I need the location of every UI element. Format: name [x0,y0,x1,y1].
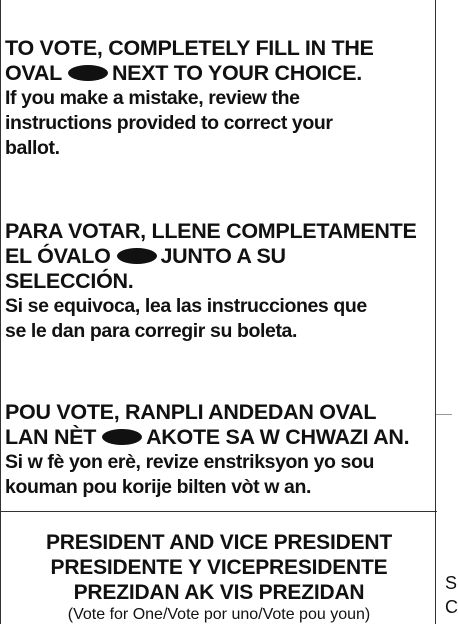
instruction-heading-line [5,61,437,86]
instruction-text: POU VOTE, RANPLI ANDEDAN OVAL [5,400,377,424]
instruction-line: instructions provided to correct your [5,112,333,134]
instruction-text: JUNTO A SU [160,244,286,268]
instructions-spanish [5,219,437,344]
race-header [1,530,437,625]
instruction-line: Si w fè yon erè, revize enstriksyon yo sou [5,451,375,473]
instruction-text: NEXT TO YOUR CHOICE. [111,61,362,85]
race-title-creole: PREZIDAN AK VIS PREZIDAN [73,581,365,604]
adjacent-column-letter: S [445,573,458,593]
instruction-line: ballot. [5,137,60,159]
race-title-english: PRESIDENT AND VICE PRESIDENT [45,531,392,554]
race-title-spanish: PRESIDENTE Y VICEPRESIDENTE [50,556,388,579]
instruction-heading-line: SELECCIÓN. [5,269,134,293]
instruction-heading-line [5,400,437,425]
instruction-text: TO VOTE, COMPLETELY FILL IN THE [5,36,374,60]
instruction-heading-line [5,425,437,450]
instruction-line: If you make a mistake, review the [5,87,300,109]
voting-instructions [1,0,437,512]
instruction-line: kouman pou korije bilten vòt w an. [5,476,312,498]
filled-oval-icon [68,65,108,81]
instruction-text: LAN NÈT [5,425,97,449]
instruction-line: se le dan para corregir su boleta. [5,320,298,342]
instruction-heading-line [5,36,437,61]
adjacent-column-divider [436,414,452,415]
instruction-text: PARA VOTAR, LLENE COMPLETAMENTE [5,219,417,243]
adjacent-column-letter: C [445,597,458,617]
instructions-creole [5,400,437,500]
instruction-text: AKOTE SA W CHWAZI AN. [146,425,410,449]
instruction-heading-line [5,219,437,244]
instructions-english [5,36,437,161]
instruction-text: EL ÓVALO [5,244,111,268]
filled-oval-icon [117,248,157,264]
filled-oval-icon [102,429,142,445]
instruction-heading-line [5,244,437,269]
instruction-line: Si se equivoca, lea las instrucciones que [5,295,367,317]
adjacent-column-text [445,571,458,619]
instruction-text: OVAL [5,61,62,85]
vote-for-instruction: (Vote for One/Vote por uno/Vote pou youn) [67,606,371,623]
